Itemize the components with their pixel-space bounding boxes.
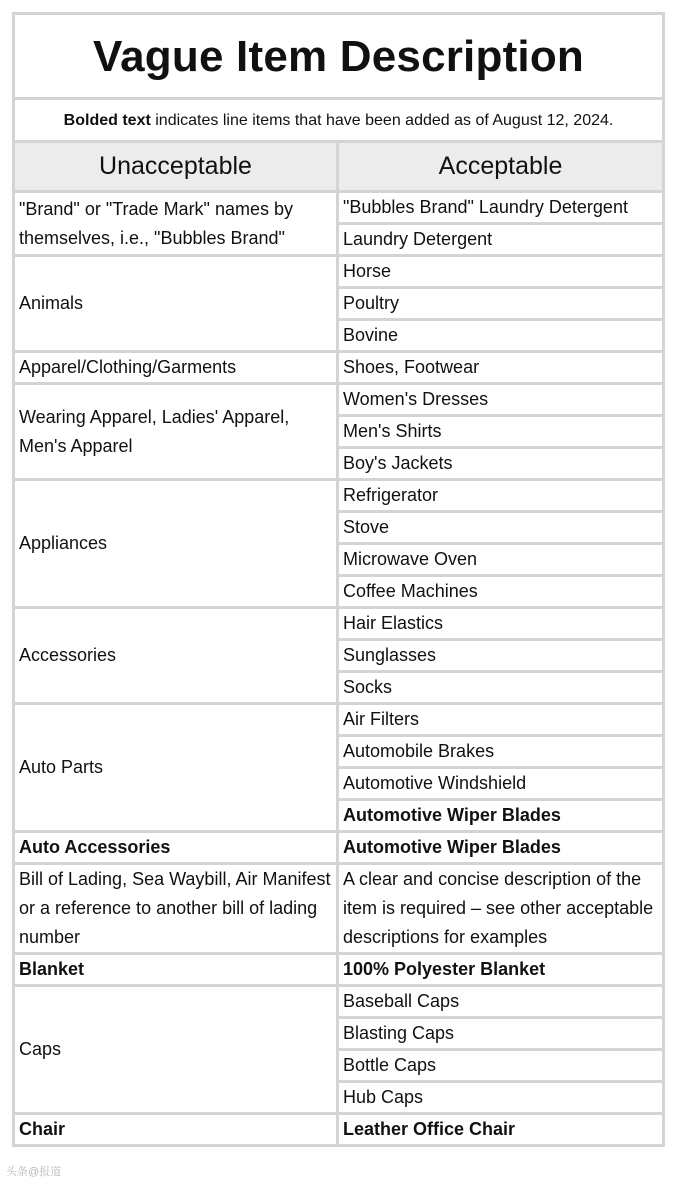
unacceptable-cell: Blanket (14, 954, 338, 986)
unacceptable-cell: Auto Parts (14, 704, 338, 832)
table-row (14, 352, 664, 384)
acceptable-cell: Blasting Caps (338, 1018, 664, 1050)
acceptable-cell: 100% Polyester Blanket (338, 954, 664, 986)
acceptable-cell: Microwave Oven (338, 544, 664, 576)
table-row (14, 832, 664, 864)
acceptable-cell: Refrigerator (338, 480, 664, 512)
acceptable-cell: Air Filters (338, 704, 664, 736)
table-row (14, 480, 664, 512)
watermark-text: 头条@报道 (6, 1166, 62, 1178)
table-row (14, 954, 664, 986)
acceptable-cell: Automotive Wiper Blades (338, 800, 664, 832)
bold-legend-emphasis: Bolded text (63, 111, 151, 129)
acceptable-cell: Automobile Brakes (338, 736, 664, 768)
unacceptable-cell: Wearing Apparel, Ladies' Apparel, Men's Apparel (14, 384, 338, 480)
table-row (14, 986, 664, 1018)
vague-item-table-sheet (12, 12, 662, 1147)
vague-item-table (12, 12, 665, 1147)
unacceptable-cell: Chair (14, 1114, 338, 1146)
acceptable-cell: Automotive Windshield (338, 768, 664, 800)
unacceptable-cell: "Brand" or "Trade Mark" names by themselves, i.e., "Bubbles Brand" (14, 192, 338, 256)
bold-legend-text: indicates line items that have been added as of August 12, 2024. (150, 111, 614, 129)
acceptable-cell: Men's Shirts (338, 416, 664, 448)
acceptable-cell: Coffee Machines (338, 576, 664, 608)
note-row (14, 99, 664, 142)
acceptable-cell: "Bubbles Brand" Laundry Detergent (338, 192, 664, 224)
acceptable-cell: Baseball Caps (338, 986, 664, 1018)
acceptable-cell: Poultry (338, 288, 664, 320)
table-row (14, 192, 664, 224)
title-row (14, 14, 664, 99)
acceptable-cell: Hair Elastics (338, 608, 664, 640)
unacceptable-cell: Caps (14, 986, 338, 1114)
unacceptable-cell: Animals (14, 256, 338, 352)
table-row (14, 704, 664, 736)
acceptable-cell: Automotive Wiper Blades (338, 832, 664, 864)
acceptable-cell: Bottle Caps (338, 1050, 664, 1082)
acceptable-cell: Sunglasses (338, 640, 664, 672)
unacceptable-cell: Apparel/Clothing/Garments (14, 352, 338, 384)
unacceptable-header: Unacceptable (14, 142, 338, 192)
table-row (14, 608, 664, 640)
unacceptable-cell: Accessories (14, 608, 338, 704)
acceptable-cell: Shoes, Footwear (338, 352, 664, 384)
table-row (14, 1114, 664, 1146)
unacceptable-cell: Auto Accessories (14, 832, 338, 864)
acceptable-cell: Hub Caps (338, 1082, 664, 1114)
acceptable-cell: Laundry Detergent (338, 224, 664, 256)
table-row (14, 864, 664, 954)
unacceptable-cell: Bill of Lading, Sea Waybill, Air Manifest or a reference to another bill of lading number (14, 864, 338, 954)
acceptable-cell: Horse (338, 256, 664, 288)
table-row (14, 256, 664, 288)
acceptable-cell: Stove (338, 512, 664, 544)
acceptable-cell: Bovine (338, 320, 664, 352)
acceptable-header: Acceptable (338, 142, 664, 192)
unacceptable-cell: Appliances (14, 480, 338, 608)
table-row (14, 384, 664, 416)
acceptable-cell: Socks (338, 672, 664, 704)
table-body (14, 14, 664, 1146)
acceptable-cell: Women's Dresses (338, 384, 664, 416)
page-title: Vague Item Description (14, 14, 664, 99)
acceptable-cell: A clear and concise description of the item is required – see other acceptable descriptions for examples (338, 864, 664, 954)
bold-legend-note (14, 99, 664, 142)
column-header-row (14, 142, 664, 192)
acceptable-cell: Leather Office Chair (338, 1114, 664, 1146)
acceptable-cell: Boy's Jackets (338, 448, 664, 480)
